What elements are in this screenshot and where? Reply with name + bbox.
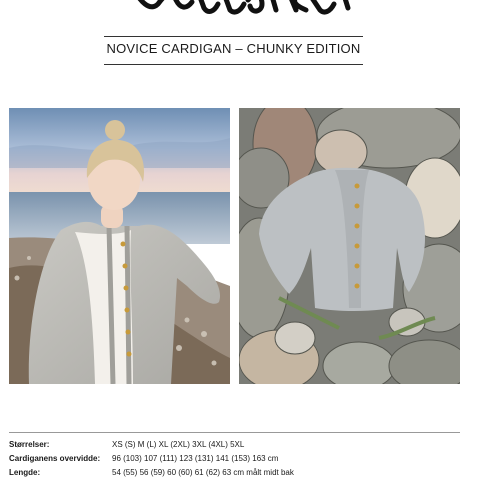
flatlay-photo xyxy=(239,108,460,384)
spec-value: 96 (103) 107 (111) 123 (131) 141 (153) 163 cm xyxy=(112,454,279,463)
pattern-title: NOVICE CARDIGAN – CHUNKY EDITION xyxy=(106,41,361,56)
model-photo xyxy=(9,108,230,384)
specs-divider xyxy=(9,432,460,433)
spec-value: 54 (55) 56 (59) 60 (60) 61 (62) 63 cm målt midt bak xyxy=(112,468,294,477)
spec-row-chest xyxy=(9,452,460,466)
spec-value: XS (S) M (L) XL (2XL) 3XL (4XL) 5XL xyxy=(112,440,245,449)
title-rule-bottom xyxy=(104,64,363,65)
spec-row-sizes xyxy=(9,438,460,452)
title-rule-top xyxy=(104,36,363,37)
brand-logo xyxy=(0,0,480,22)
spec-row-length xyxy=(9,466,460,480)
size-specs xyxy=(9,438,460,480)
spec-label: Størrelser: xyxy=(9,440,50,449)
spec-label: Lengde: xyxy=(9,468,41,477)
spec-label: Cardiganens overvidde: xyxy=(9,454,101,463)
